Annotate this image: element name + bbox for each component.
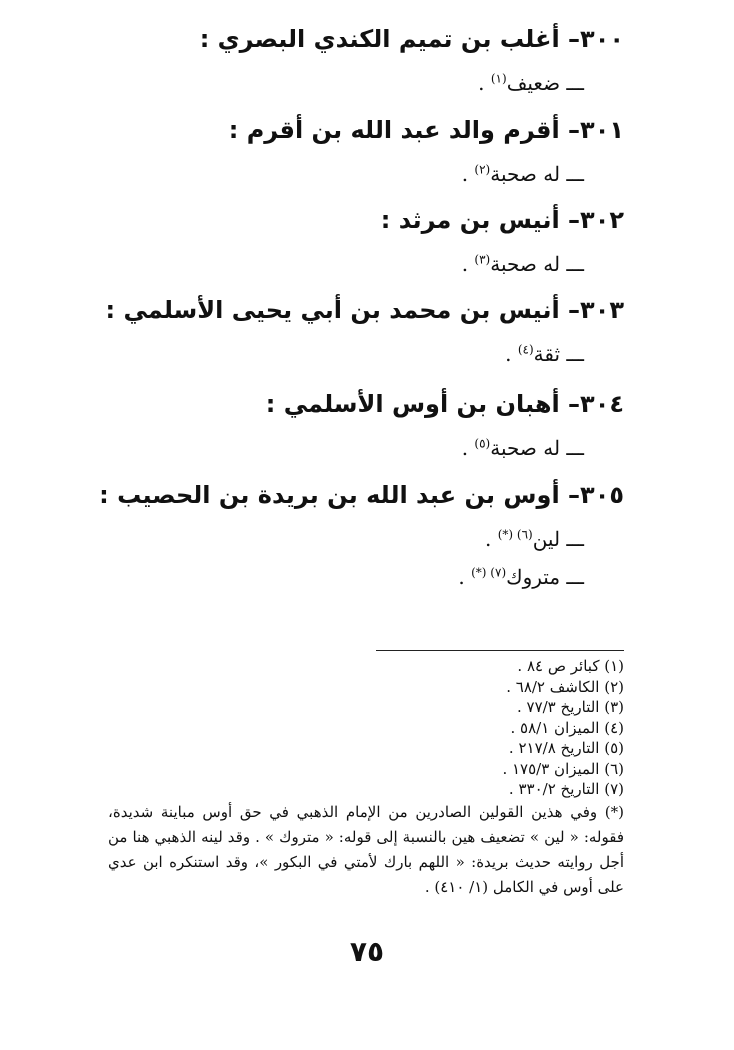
entry-line-text: ـــ له صحبة [490, 162, 584, 186]
entry-line-text: ـــ ضعيف [506, 71, 584, 95]
entry-heading: ٣٠٠– أغلب بن تميم الكندي البصري : [199, 25, 624, 53]
entry-line-suffix: . [461, 162, 475, 186]
footnote-reference: (٦) (*) [497, 527, 533, 542]
entry-line-text: ـــ له صحبة [490, 436, 584, 460]
entry-line-text: ـــ ثقة [533, 342, 584, 366]
entry-line-suffix: . [461, 436, 475, 460]
entry-line [60, 249, 584, 279]
entry-line [60, 562, 584, 592]
footnote-item: (٤) الميزان ٥٨/١ . [510, 718, 624, 737]
footnote-item: (٥) التاريخ ٢١٧/٨ . [508, 739, 624, 757]
entry-line-suffix: . [461, 252, 475, 276]
footnote-divider [376, 650, 624, 651]
footnote-item: (٦) الميزان ١٧٥/٣ . [502, 759, 624, 778]
entry-line-text: ـــ متروك [506, 565, 584, 589]
entry-line-text: ـــ لين [532, 527, 584, 551]
footnote-item: (١) كبائر ص ٨٤ . [517, 657, 624, 675]
entry-heading: ٣٠٤– أهبان بن أوس الأسلمي : [265, 390, 624, 418]
commentary-note: (*) وفي هذين القولين الصادرين من الإمام الذهبي في حق أوس مباينة شديدة، فقوله: « لين » تضعيف هين بالنسبة إلى قوله: « متروك » . وقد لينه الذهبي هنا من أجل روايته حديث بريدة: « اللهم بارك لأمتي في البكور »، وقد استنكره ابن عدي على أوس في الكامل (١/ ٤١٠) . [108, 803, 624, 896]
footnotes-list [204, 656, 624, 800]
footnote-reference: (٥) [474, 436, 491, 451]
page-number: ٧٥ [349, 935, 385, 968]
entry-line [60, 159, 584, 189]
entry-line-text: ـــ له صحبة [490, 252, 584, 276]
entry-line-suffix: . [505, 342, 518, 366]
entry-heading: ٣٠٣– أنيس بن محمد بن أبي يحيى الأسلمي : [105, 296, 624, 324]
entry-301 [60, 113, 624, 189]
footnote-item: (٢) الكاشف ٦٨/٢ . [506, 677, 624, 696]
entry-303 [60, 293, 624, 369]
footnote-reference: (٤) [517, 342, 534, 357]
entry-line-suffix: . [484, 527, 498, 551]
footnote-reference: (١) [490, 71, 507, 86]
entry-line [60, 524, 584, 554]
footnote-item: (٣) التاريخ ٧٧/٣ . [516, 698, 624, 716]
entry-heading: ٣٠٢– أنيس بن مرثد : [380, 206, 624, 234]
entry-line-suffix: . [458, 565, 472, 589]
entry-line [60, 433, 584, 463]
entry-line [60, 339, 584, 369]
footnote-reference: (٢) [474, 162, 491, 177]
footnote-reference: (٧) (*) [471, 565, 507, 580]
entry-305 [60, 478, 624, 592]
footnote-reference: (٣) [474, 252, 491, 267]
entry-line-suffix: . [478, 71, 491, 95]
footnote-item: (٧) التاريخ ٣٣٠/٢ . [508, 780, 624, 798]
entry-300 [60, 22, 624, 98]
entry-line [60, 68, 584, 98]
entry-304 [60, 387, 624, 463]
entry-heading: ٣٠١– أقرم والد عبد الله بن أقرم : [228, 116, 624, 144]
entry-302 [60, 203, 624, 279]
entry-heading: ٣٠٥– أوس بن عبد الله بن بريدة بن الحصيب : [99, 481, 624, 509]
